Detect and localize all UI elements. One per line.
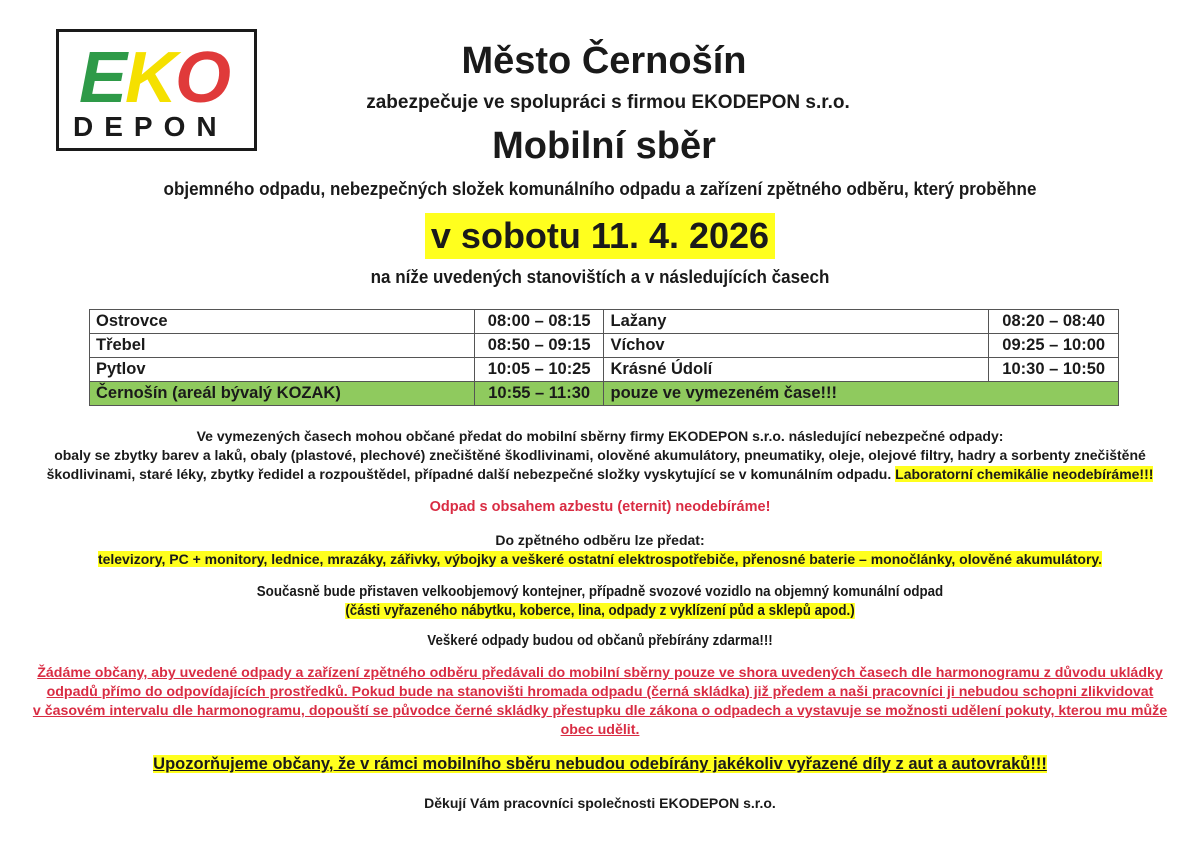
logo-letter-k: K	[125, 38, 176, 118]
takeback-heading: Do zpětného odběru lze předat:	[495, 532, 705, 548]
takeback-items: televizory, PC + monitory, lednice, mrazáky, zářivky, výbojky a veškeré ostatní elektrospotřebiče, přenosné baterie – monočlánky, olověné akumulátory.	[97, 551, 1103, 567]
takeback-paragraph	[0, 531, 1200, 569]
subtitle: zabezpečuje ve spolupráci s firmou EKODEPON s.r.o.	[366, 92, 850, 113]
table-row-highlight	[90, 382, 1119, 406]
logo-letter-e: E	[79, 38, 126, 118]
logo-letter-o: O	[175, 38, 230, 118]
location-name: Víchov	[604, 334, 989, 358]
event-date: v sobotu 11. 4. 2026	[425, 213, 775, 259]
hazardous-intro: Ve vymezených časech mohou občané předat do mobilní sběrny firmy EKODEPON s.r.o. následující nebezpečné odpady:	[196, 428, 1004, 444]
table-row	[90, 310, 1119, 334]
container-line: Současně bude přistaven velkoobjemový kontejner, případně svozové vozidlo na objemný komunální odpad	[256, 584, 944, 600]
hazardous-list-line: obaly se zbytky barev a laků, obaly (plastové, plechové) znečištěné škodlivinami, olověné akumulátory, pneumatiky, oleje, olejové filtry, hadry a sorbenty znečištěné	[54, 447, 1146, 463]
container-items: (části vyřazeného nábytku, koberce, lina, odpady z vyklízení půd a sklepů apod.)	[345, 603, 855, 619]
thanks-line: Děkují Vám pracovníci společnosti EKODEPON s.r.o.	[424, 795, 776, 811]
location-name: Třebel	[90, 334, 475, 358]
place-line: na níže uvedených stanovištích a v následujících časech	[370, 266, 830, 287]
location-time: 08:50 – 09:15	[474, 334, 604, 358]
logo-depon-text: DEPON	[73, 111, 228, 142]
location-time: 10:05 – 10:25	[474, 358, 604, 382]
location-name: Krásné Údolí	[604, 358, 989, 382]
hazardous-list-text: škodlivinami, staré léky, zbytky ředidel a rozpouštědel, případné další nebezpečné složky vyskytující se v komunálním odpadu.	[46, 466, 892, 482]
location-time: 10:55 – 11:30	[474, 382, 604, 406]
warning-line: odpadů přímo do odpovídajících prostředků. Pokud bude na stanovišti hromada odpadu (černá skládka) již předem a naši pracovníci ji nebudou schopni zlikvidovat	[46, 684, 1154, 700]
asbestos-notice: Odpad s obsahem azbestu (eternit) neodebíráme!	[429, 499, 771, 515]
hazardous-waste-paragraph	[0, 427, 1200, 484]
car-parts-block	[0, 755, 1200, 774]
location-name: Ostrovce	[90, 310, 475, 334]
container-paragraph	[48, 583, 1152, 621]
table-row	[90, 358, 1119, 382]
location-name: Lažany	[604, 310, 989, 334]
description: objemného odpadu, nebezpečných složek komunálního odpadu a zařízení zpětného odběru, který proběhne	[163, 178, 1037, 199]
location-time: 08:20 – 08:40	[989, 310, 1119, 334]
hazardous-list-line	[0, 465, 1200, 484]
lab-chemicals-notice: Laboratorní chemikálie neodebíráme!!!	[895, 466, 1154, 482]
date-block	[0, 213, 1200, 259]
table-row	[90, 334, 1119, 358]
free-notice: Veškeré odpady budou od občanů přebírány zdarma!!!	[427, 633, 773, 649]
location-time: 08:00 – 08:15	[474, 310, 604, 334]
time-note: pouze ve vymezeném čase!!!	[604, 382, 1119, 406]
schedule-table	[89, 309, 1119, 406]
warning-line: obec udělit.	[560, 722, 640, 738]
location-time: 10:30 – 10:50	[989, 358, 1119, 382]
location-name: Pytlov	[90, 358, 475, 382]
warning-line: Žádáme občany, aby uvedené odpady a zařízení zpětného odběru předávali do mobilní sběrny pouze ve shora uvedených časech dle harmonogramu z důvodu ukládky	[37, 665, 1163, 681]
warning-paragraph	[0, 664, 1200, 740]
main-title: Mobilní sběr	[492, 125, 716, 167]
car-parts-notice: Upozorňujeme občany, že v rámci mobilního sběru nebudou odebírány jakékoliv vyřazené díly z aut a autovraků!!!	[153, 755, 1047, 773]
location-time: 09:25 – 10:00	[989, 334, 1119, 358]
location-name: Černošín (areál bývalý KOZAK)	[90, 382, 475, 406]
warning-line: v časovém intervalu dle harmonogramu, dopouští se původce černé skládky přestupku dle zákona o odpadech a vystavuje se možnosti udělení pokuty, kterou mu může	[32, 703, 1168, 719]
page-title: Město Černošín	[461, 40, 747, 82]
